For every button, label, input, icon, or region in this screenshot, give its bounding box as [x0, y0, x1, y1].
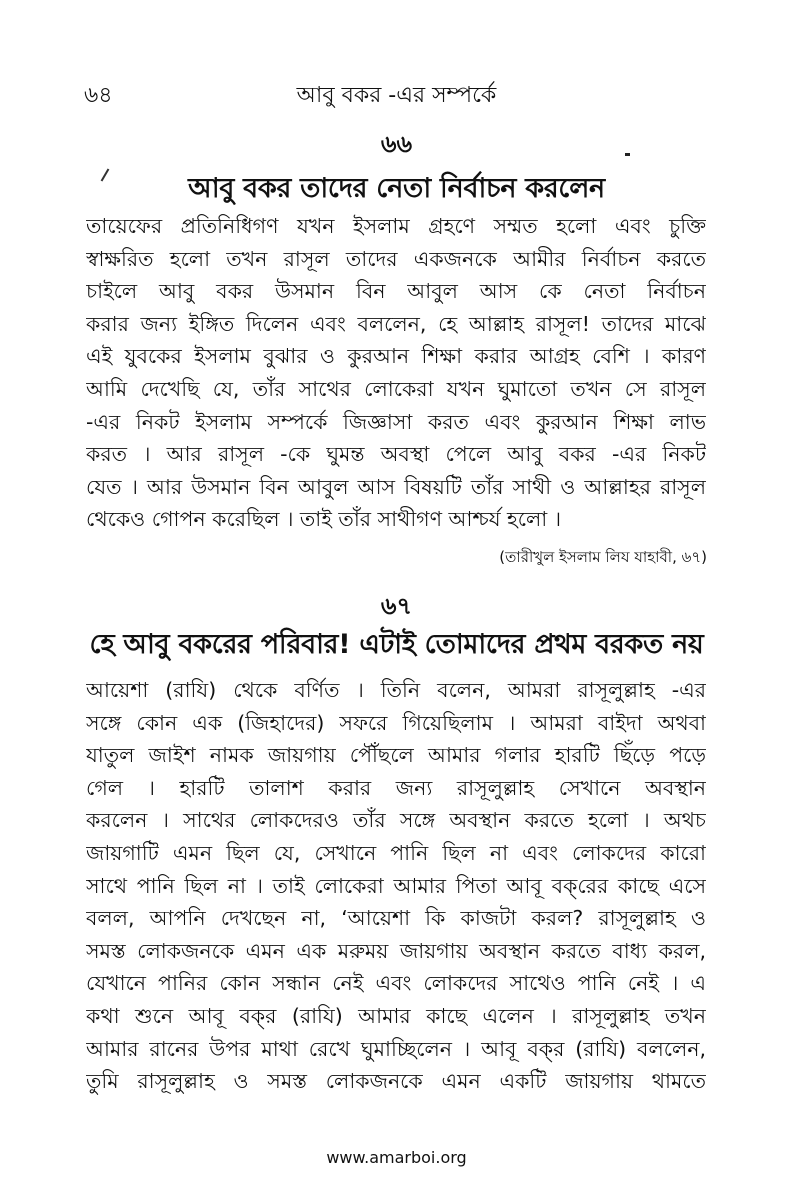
section-title-66: আবু বকর তাদের নেতা নির্বাচন করলেন [188, 173, 605, 204]
text-line: তুমি রাসূলুল্লাহ ও সমস্ত লোকজনকে এমন একটি জায়গায় থামতে [86, 1069, 706, 1094]
text-line: চাইলে আবু বকর উসমান বিন আবুল আস কে নেতা নির্বাচন [86, 279, 706, 304]
text-line: জায়গাটি এমন ছিল যে, সেখানে পানি ছিল না এবং লোকদের কারো [86, 840, 706, 865]
text-line: আমি দেখেছি যে, তাঁর সাথের লোকেরা যখন ঘুমাতো তখন সে রাসূল [86, 376, 706, 401]
text-line: সঙ্গে কোন এক (জিহাদের) সফরে গিয়েছিলাম । আমরা বাইদা অথবা [86, 710, 706, 735]
footer-url: www.amarboi.org [326, 1148, 467, 1167]
text-line: করার জন্য ইঙ্গিত দিলেন এবং বললেন, হে আল্লাহ রাসূল! তাদের মাঝে [86, 311, 706, 336]
text-line: সমস্ত লোকজনকে এমন এক মরুময় জায়গায় অবস্থান করতে বাধ্য করল, [86, 938, 706, 963]
text-line: স্বাক্ষরিত হলো তখন রাসূল তাদের একজনকে আমীর নির্বাচন করতে [86, 246, 706, 271]
section-number-67: ৬৭ [380, 592, 413, 620]
text-line: আমার রানের উপর মাথা রেখে ঘুমাচ্ছিলেন । আবূ বক্‌র (রাযি) বললেন, [86, 1036, 706, 1061]
section-title-67: হে আবু বকরের পরিবার! এটাই তোমাদের প্রথম বরকত নয় [89, 629, 704, 660]
page-header [84, 78, 709, 114]
text-line: সাথে পানি ছিল না । তাই লোকেরা আমার পিতা আবূ বক্‌রের কাছে এসে [86, 873, 706, 898]
citation: (তারীখুল ইসলাম লিয যাহাবী, ৬৭) [499, 548, 707, 566]
text-line: আয়েশা (রাযি) থেকে বর্ণিত । তিনি বলেন, আমরা রাসূলুল্লাহ -এর [86, 678, 706, 702]
text-line: তায়েফের প্রতিনিধিগণ যখন ইসলাম গ্রহণে সম্মত হলো এবং চুক্তি [86, 214, 706, 238]
text-line: থেকেও গোপন করেছিল । তাই তাঁর সাথীগণ আশ্চর্য হলো । [86, 507, 562, 532]
text-line: যাতুল জাইশ নামক জায়গায় পৌঁছলে আমার গলার হারটি ছিঁড়ে পড়ে [86, 743, 706, 768]
text-line: -এর নিকট ইসলাম সম্পর্কে জিজ্ঞাসা করত এবং কুরআন শিক্ষা লাভ [86, 409, 706, 434]
text-line: করত । আর রাসূল -কে ঘুমন্ত অবস্থা পেলে আবু বকর -এর নিকট [86, 442, 706, 467]
text-line: যেখানে পানির কোন সন্ধান নেই এবং লোকদের সাথেও পানি নেই । এ [86, 971, 706, 996]
section-67-body [86, 674, 706, 1098]
section-number-66: ৬৬ [380, 130, 413, 158]
text-line: এই যুবকের ইসলাম বুঝার ও কুরআন শিক্ষা করার আগ্রহ বেশি । কারণ [86, 344, 706, 369]
text-line: করলেন । সাথের লোকদেরও তাঁর সঙ্গে অবস্থান করতে হলো । অথচ [86, 808, 706, 833]
scan-dot [625, 153, 630, 156]
text-line: বলল, আপনি দেখছেন না, ‘আয়েশা কি কাজটা করল? রাসূলুল্লাহ ও [86, 906, 706, 931]
section-66-body [86, 210, 706, 536]
running-title: আবু বকর -এর সম্পর্কে [296, 83, 497, 108]
text-line: গেল । হারটি তালাশ করার জন্য রাসূলুল্লাহ সেখানে অবস্থান [86, 775, 706, 800]
page-number: ৬৪ [84, 83, 113, 108]
text-line: কথা শুনে আবূ বক্‌র (রাযি) আমার কাছে এলেন । রাসূলুল্লাহ তখন [86, 1003, 706, 1028]
text-line: যেত । আর উসমান বিন আবুল আস বিষয়টি তাঁর সাথী ও আল্লাহর রাসূল [86, 474, 706, 499]
